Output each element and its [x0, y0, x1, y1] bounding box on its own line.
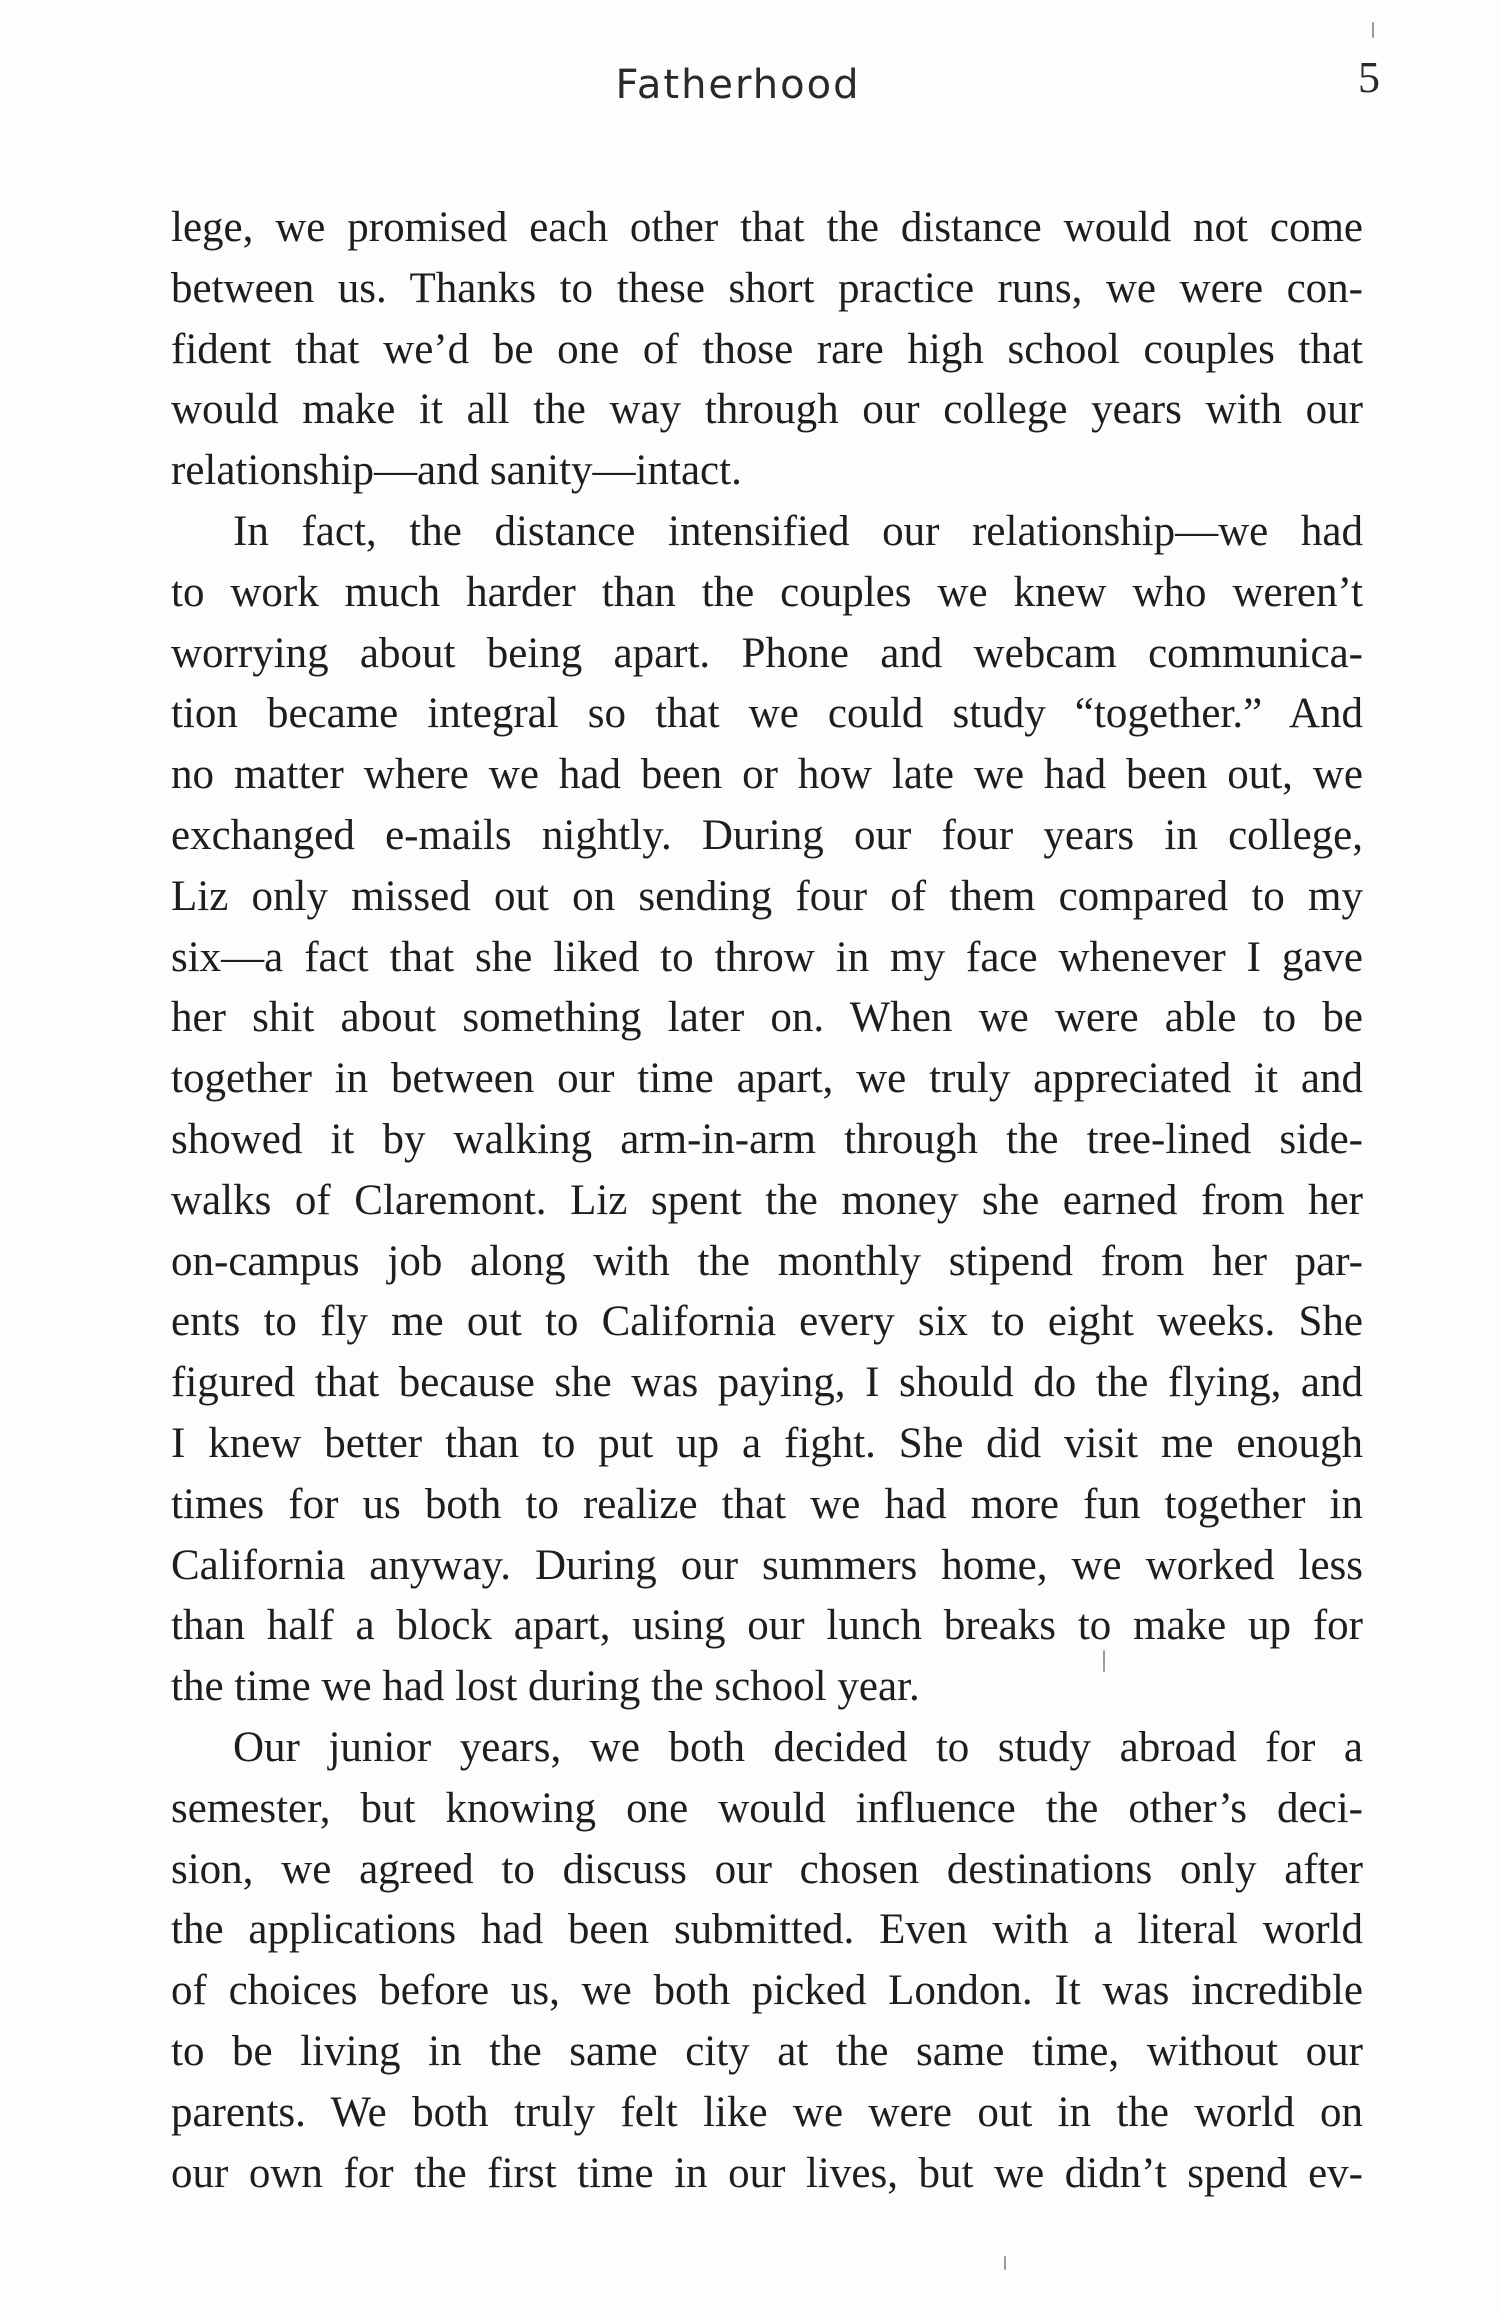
- text-line: relationship—and sanity—intact.: [171, 447, 742, 495]
- text-line: exchanged e-mails nightly. During our four years in college,: [171, 811, 1363, 859]
- running-title: Fatherhood: [615, 62, 861, 108]
- scan-speck: [1004, 2256, 1006, 2270]
- text-line: I knew better than to put up a fight. She did visit me enough: [171, 1419, 1363, 1467]
- body-text: [171, 198, 1363, 2204]
- text-line: showed it by walking arm-in-arm through the tree-lined side-: [171, 1115, 1363, 1163]
- text-line: the applications had been submitted. Even with a literal world: [171, 1906, 1363, 1954]
- text-line: to be living in the same city at the same time, without our: [171, 2027, 1363, 2075]
- text-line: semester, but knowing one would influence the other’s deci-: [171, 1784, 1363, 1832]
- text-line: of choices before us, we both picked London. It was incredible: [171, 1967, 1363, 2015]
- scan-speck: [1103, 1650, 1105, 1672]
- text-line: than half a block apart, using our lunch breaks to make up for: [171, 1602, 1363, 1650]
- text-line: between us. Thanks to these short practice runs, we were con-: [171, 264, 1363, 312]
- text-line: figured that because she was paying, I should do the flying, and: [171, 1359, 1363, 1407]
- text-line: fident that we’d be one of those rare high school couples that: [171, 325, 1363, 373]
- text-line: lege, we promised each other that the distance would not come: [171, 204, 1363, 251]
- text-line: six—a fact that she liked to throw in my face whenever I gave: [171, 933, 1363, 981]
- text-line: California anyway. During our summers home, we worked less: [171, 1541, 1363, 1589]
- text-line: to work much harder than the couples we knew who weren’t: [171, 568, 1363, 616]
- text-line: tion became integral so that we could study “together.” And: [171, 690, 1363, 738]
- text-line: walks of Claremont. Liz spent the money she earned from her: [171, 1176, 1363, 1224]
- text-line: our own for the first time in our lives, but we didn’t spend ev-: [171, 2149, 1363, 2197]
- text-line: ents to fly me out to California every six to eight weeks. She: [171, 1298, 1363, 1346]
- text-line: the time we had lost during the school year.: [171, 1663, 920, 1711]
- text-line: parents. We both truly felt like we were out in the world on: [171, 2088, 1363, 2136]
- text-line: sion, we agreed to discuss our chosen destinations only after: [171, 1845, 1363, 1893]
- text-line: on-campus job along with the monthly stipend from her par-: [171, 1237, 1363, 1285]
- text-line: Our junior years, we both decided to study abroad for a: [233, 1723, 1363, 1771]
- scan-speck: [1372, 22, 1374, 38]
- paragraph: [171, 1718, 1363, 2204]
- text-line: times for us both to realize that we had more fun together in: [171, 1480, 1363, 1528]
- text-line: Liz only missed out on sending four of them compared to my: [171, 872, 1363, 920]
- text-line: worrying about being apart. Phone and webcam communica-: [171, 629, 1363, 677]
- text-line: together in between our time apart, we truly appreciated it and: [171, 1055, 1363, 1103]
- text-line: In fact, the distance intensified our relationship—we had: [233, 507, 1363, 555]
- paragraph: [171, 198, 1363, 502]
- paragraph: [171, 502, 1363, 1718]
- text-line: no matter where we had been or how late we had been out, we: [171, 751, 1363, 799]
- page-number: 5: [1358, 53, 1380, 102]
- text-line: her shit about something later on. When we were able to be: [171, 994, 1363, 1042]
- text-line: would make it all the way through our college years with our: [171, 386, 1363, 434]
